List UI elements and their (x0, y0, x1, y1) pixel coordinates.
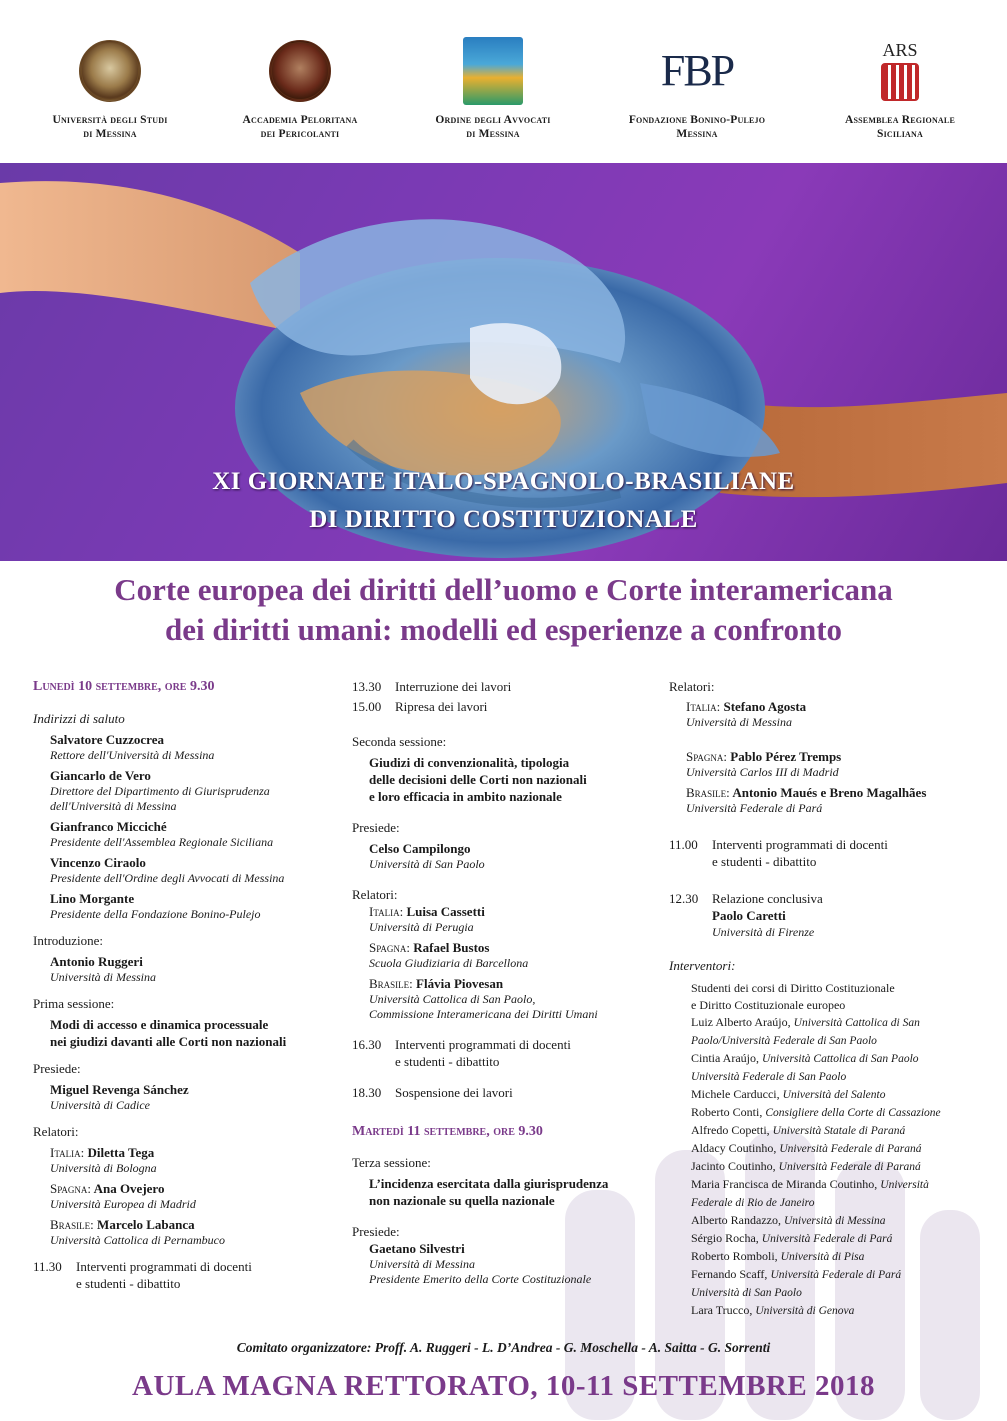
person-role: Università di Messina (686, 715, 792, 729)
person-role: Università di Messina (50, 970, 156, 984)
logo-ordine-avvocati (398, 35, 588, 141)
schedule-item: 12.30 Relazione conclusiva Paolo Caretti Università di Firenze (669, 891, 823, 939)
logo-ars (805, 35, 995, 141)
person-role: Scuola Giudiziaria di Barcellona (369, 956, 529, 970)
logo-strip (0, 0, 1007, 160)
person-role: Università di San Paolo (369, 857, 485, 871)
conference-subtitle: Corte europea dei diritti dell’uomo e Corte interamericana dei diritti umani: modelli ed esperienze a confronto (114, 572, 893, 647)
list-item: Lara Trucco, Università di Genova (691, 1303, 855, 1317)
list-item-cont: Università Federale di San Paolo (691, 1071, 847, 1083)
person-name: Paolo Caretti (712, 908, 786, 923)
person-name: Lino Morgante (50, 891, 135, 906)
list-item: Roberto Romboli, Università di Pisa (691, 1249, 865, 1263)
list-item: Roberto Conti, Consigliere della Corte di Cassazione (691, 1105, 941, 1119)
bar-shield-icon (463, 37, 523, 105)
speaker: Spagna: Ana Ovejero (50, 1181, 165, 1196)
person-role: Presidente Emerito della Corte Costituzionale (369, 1272, 592, 1286)
university-seal-icon (79, 40, 141, 102)
person-role: Università Europea di Madrid (50, 1197, 196, 1211)
logo-caption: Fondazione Bonino-Pulejo Messina (628, 114, 766, 140)
list-item: Jacinto Coutinho, Università Federale di Paraná (691, 1159, 921, 1173)
schedule-item: 18.30 Sospensione dei lavori (352, 1085, 513, 1100)
list-item: Alberto Randazzo, Università di Messina (691, 1213, 886, 1227)
speaker: Italia: Stefano Agosta (686, 699, 807, 714)
section-label: Relatori: (33, 1124, 79, 1139)
discussants-list: Studenti dei corsi di Diritto Costituzionale e Diritto Costituzionale europeo Luiz Alberto Araújo, Università Cattolica di San Paolo/Università Federale di San Paolo Cintia Araújo, Università Cattolica di San Paolo Università Federale di San Paolo Michele Carducci, Università del Salento Roberto Conti, Consigliere della Corte di Cassazione Alfredo Copetti, Università Statale di Paraná Aldacy Coutinho, Università Federale di Paraná Jacinto Coutinho, Università Federale di Paraná Maria Francisca de Miranda Coutinho, Università Federale di Rio de Janeiro Alberto Randazzo, Università di Messina Sérgio Rocha, Università Federale di Pará Roberto Romboli, Università di Pisa Fernando Scaff, Università Federale di Pará Università di San Paolo Lara Trucco, Università di Genova (669, 980, 979, 1320)
list-item: Sérgio Rocha, Università Federale di Pará (691, 1231, 893, 1245)
speaker: Brasile: Flávia Piovesan (369, 976, 504, 991)
painted-hands-globe-image (0, 163, 1007, 561)
person-role: Commissione Interamericana dei Diritti Umani (369, 1007, 598, 1021)
session-title: Giudizi di convenzionalità, tipologia delle decisioni delle Corti non nazionali e loro efficacia in ambito nazionale (369, 755, 587, 804)
list-item-cont: Federale di Rio de Janeiro (691, 1197, 815, 1209)
person-name: Gianfranco Micciché (50, 819, 167, 834)
logo-caption: Assemblea Regionale Siciliana (845, 114, 955, 140)
hero-banner (0, 163, 1007, 561)
section-label: Presiede: (33, 1061, 81, 1076)
list-item: Michele Carducci, Università del Salento (691, 1087, 886, 1101)
list-item-cont: Università di San Paolo (691, 1287, 802, 1299)
section-label: Interventori: (669, 958, 736, 973)
person-role: Presidente dell'Ordine degli Avvocati di Messina (50, 871, 285, 885)
fbp-logo-icon: FBP (660, 46, 734, 95)
section-label: Relatori: (669, 679, 715, 694)
speaker: Spagna: Rafael Bustos (369, 940, 490, 955)
person-role: Università Carlos III di Madrid (686, 765, 839, 779)
person-role: Rettore dell'Università di Messina (50, 748, 215, 762)
program-column-3 (669, 678, 979, 1320)
list-item: Fernando Scaff, Università Federale di Pará (691, 1267, 902, 1281)
list-item: Aldacy Coutinho, Università Federale di Paraná (691, 1141, 922, 1155)
logo-fondazione-bonino-pulejo (602, 35, 792, 141)
section-label: Introduzione: (33, 933, 104, 948)
list-item: Alfredo Copetti, Università Statale di Paraná (691, 1123, 906, 1137)
section-label: Prima sessione: (33, 996, 115, 1011)
person-role: Università Federale di Pará (686, 801, 823, 815)
logo-universita-messina (15, 35, 205, 141)
schedule-item: 16.30 Interventi programmati di docenti e studenti - dibattito (352, 1037, 571, 1069)
person-name: Miguel Revenga Sánchez (50, 1082, 189, 1097)
list-item: Maria Francisca de Miranda Coutinho, Università (691, 1177, 929, 1191)
section-label: Presiede: (352, 1224, 400, 1239)
section-label: Indirizzi di saluto (33, 711, 125, 726)
day-header: Martedì 11 settembre, ore 9.30 (352, 1124, 543, 1139)
venue-date: AULA MAGNA RETTORATO, 10-11 SETTEMBRE 2018 (132, 1370, 875, 1402)
logo-caption: Ordine degli Avvocati di Messina (435, 114, 551, 140)
person-name: Salvatore Cuzzocrea (50, 732, 164, 747)
section-label: Relatori: (352, 887, 398, 902)
person-name: Celso Campilongo (369, 841, 471, 856)
section-label: Terza sessione: (352, 1155, 431, 1170)
person-role: Università Cattolica di San Paolo, (369, 992, 536, 1006)
speaker: Spagna: Pablo Pérez Tremps (686, 749, 842, 764)
section-label: Presiede: (352, 820, 400, 835)
day-header: Lunedì 10 settembre, ore 9.30 (33, 679, 215, 694)
program-column-2 (352, 678, 662, 1287)
person-role: dell'Università di Messina (50, 799, 177, 813)
list-item: Luiz Alberto Araújo, Università Cattolica di San (691, 1015, 920, 1029)
list-item-cont: Paolo/Università Federale di San Paolo (691, 1035, 877, 1047)
section-label: Seconda sessione: (352, 734, 447, 749)
person-name: Antonio Ruggeri (50, 954, 143, 969)
event-title-line1: XI GIORNATE ITALO-SPAGNOLO-BRASILIANE (212, 468, 795, 495)
person-role: Università Cattolica di Pernambuco (50, 1233, 225, 1247)
person-role: Direttore del Dipartimento di Giurisprudenza (50, 784, 270, 798)
schedule-item: 13.30 Interruzione dei lavori (352, 679, 512, 694)
session-title: Modi di accesso e dinamica processuale nei giudizi davanti alle Corti non nazionali (50, 1017, 287, 1049)
person-role: Università di Firenze (712, 925, 815, 939)
speaker: Brasile: Marcelo Labanca (50, 1217, 195, 1232)
academy-seal-icon (269, 40, 331, 102)
person-name: Gaetano Silvestri (369, 1241, 465, 1256)
logo-caption: Accademia Peloritana dei Pericolanti (242, 114, 358, 140)
person-role: Presidente della Fondazione Bonino-Pulejo (50, 907, 261, 921)
person-role: Università di Perugia (369, 920, 474, 934)
event-title-line2: DI DIRITTO COSTITUZIONALE (309, 506, 698, 533)
list-item: Cintia Araújo, Università Cattolica di San Paolo (691, 1051, 919, 1065)
schedule-item: 15.00 Ripresa dei lavori (352, 699, 488, 714)
schedule-item: 11.30 Interventi programmati di docenti e studenti - dibattito (33, 1259, 252, 1291)
schedule-item: 11.00 Interventi programmati di docenti e studenti - dibattito (669, 837, 888, 869)
person-role: Presidente dell'Assemblea Regionale Siciliana (50, 835, 274, 849)
person-role: Università di Cadice (50, 1098, 150, 1112)
person-role: Università di Messina (369, 1257, 475, 1271)
logo-accademia-peloritana (205, 35, 395, 141)
person-name: Vincenzo Ciraolo (50, 855, 146, 870)
speaker: Brasile: Antonio Maués e Breno Magalhães (686, 785, 927, 800)
logo-caption: Università degli Studi di Messina (52, 114, 168, 140)
organizing-committee: Comitato organizzatore: Proff. A. Ruggeri - L. D’Andrea - G. Moschella - A. Saitta - G. Sorrenti (236, 1340, 771, 1355)
person-name: Giancarlo de Vero (50, 768, 151, 783)
program-column-1 (33, 678, 333, 1292)
session-title: L’incidenza esercitata dalla giurisprudenza non nazionale su quella nazionale (369, 1176, 609, 1208)
speaker: Italia: Luisa Cassetti (369, 904, 485, 919)
person-role: Università di Bologna (50, 1161, 157, 1175)
ars-logo-icon: ARS (881, 41, 919, 101)
speaker: Italia: Diletta Tega (50, 1145, 155, 1160)
